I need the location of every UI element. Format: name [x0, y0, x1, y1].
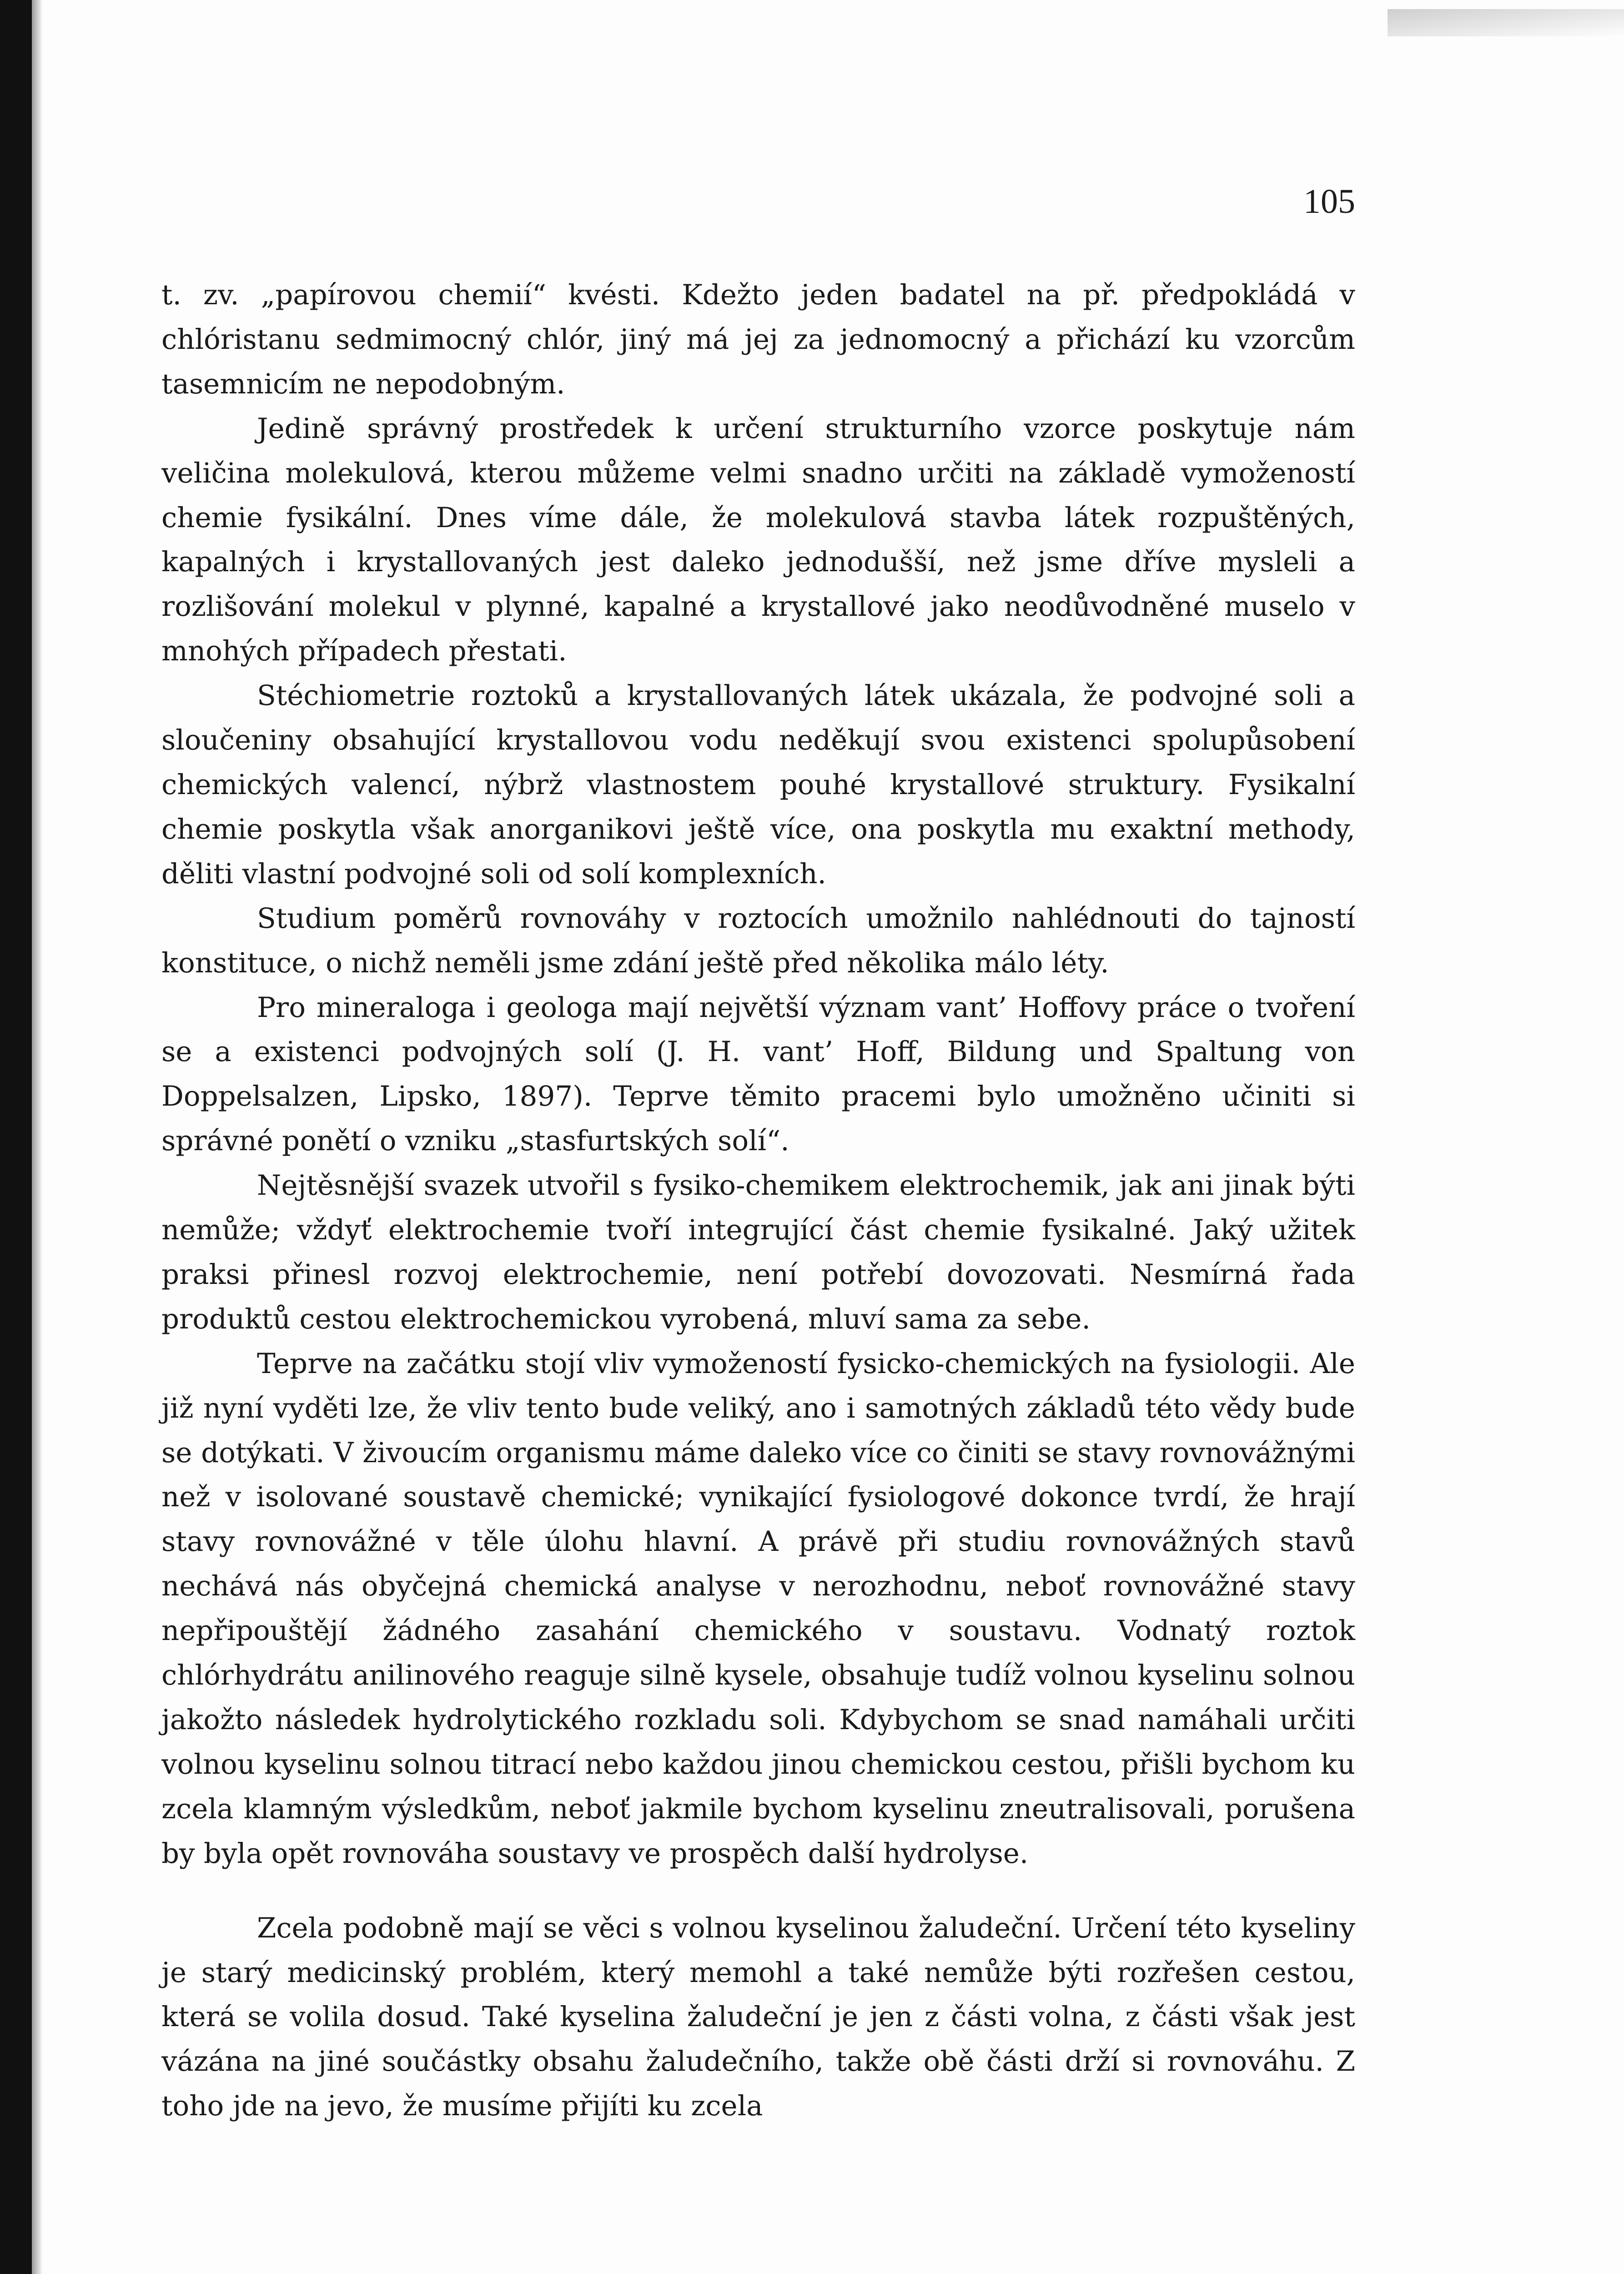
paragraph: Teprve na začátku stojí vliv vymožeností fysicko-chemických na fysiologii. Ale již nyní vyděti lze, že vliv tento bude veliký, ano i samotných základů této vědy bude se dotýkati. V živoucím organismu máme daleko více co činiti se stavy rovnovážnými než v isolované soustavě chemické; vynikající fysiologové dokonce tvrdí, že hrají stavy rovnovážné v těle úlohu hlavní. A právě při studiu rovnovážných stavů nechává nás obyčejná chemická analyse v nerozhodnu, neboť rovnovážné stavy nepřipouštějí žádného zasahání chemického v soustavu. Vodnatý roztok chlórhydrátu anilinového reaguje silně kysele, obsahuje tudíž volnou kyselinu solnou jakožto následek hydrolytického rozkladu soli. Kdybychom se snad namáhali určiti volnou kyselinu solnou titrací nebo každou jinou chemickou cestou, přišli bychom ku zcela klamným výsledkům, neboť jakmile bychom kyselinu zneutralisovali, porušena by byla opět rovnováha soustavy ve prospěch další hydrolyse. [161, 1347, 1355, 1870]
paragraph: Pro mineraloga i geologa mají největší význam vant’ Hoffovy práce o tvoření se a existenci podvojných solí (J. H. vant’ Hoff, Bildung und Spaltung von Doppelsalzen, Lipsko, 1897). Teprve těmito pracemi bylo umožněno učiniti si správné ponětí o vzniku „stasfurtských solí“. [161, 991, 1355, 1157]
book-binding-edge [0, 0, 32, 2274]
page-number: 105 [1303, 182, 1355, 221]
page-corner-scuff [1388, 9, 1624, 36]
paragraph: Zcela podobně mají se věci s volnou kyselinou žaludeční. Určení této kyseliny je starý medicinský problém, který memohl a také nemůže býti rozřešen cestou, která se volila dosud. Také kyselina žaludeční je jen z části volna, z části však jest vázána na jiné součástky obsahu žaludečního, takže obě části drží si rovnováhu. Z toho jde na jevo, že musíme přijíti ku zcela [161, 1912, 1355, 2123]
paragraph: Studium poměrů rovnováhy v roztocích umožnilo nahlédnouti do tajností konstituce, o nichž neměli jsme zdání ještě před několika málo léty. [161, 902, 1355, 979]
paragraph: Stéchiometrie roztoků a krystallovaných látek ukázala, že podvojné soli a sloučeniny obsahující krystallovou vodu neděkují svou existenci spolupůsobení chemických valencí, nýbrž vlastnostem pouhé krystallové struktury. Fysikalní chemie poskytla však anorganikovi ještě více, ona poskytla mu exaktní methody, děliti vlastní podvojné soli od solí komplexních. [161, 679, 1355, 890]
binding-shadow [32, 0, 43, 2274]
paragraph: Jedině správný prostředek k určení strukturního vzorce poskytuje nám veličina molekulová, kterou můžeme velmi snadno určiti na základě vymožeností chemie fysikální. Dnes víme dále, že molekulová stavba látek rozpuštěných, kapalných i krystallovaných jest daleko jednodušší, než jsme dříve mysleli a rozlišování molekul v plynné, kapalné a krystallové jako neodůvodněné muselo v mnohých případech přestati. [161, 412, 1355, 668]
paragraph: Nejtěsnější svazek utvořil s fysiko-chemikem elektrochemik, jak ani jinak býti nemůže; vždyť elektrochemie tvoří integrující část chemie fysikalné. Jaký užitek praksi přinesl rozvoj elektrochemie, není potřebí dovozovati. Nesmírná řada produktů cestou elektrochemickou vyrobená, mluví sama za sebe. [161, 1169, 1355, 1335]
body-text [161, 273, 1355, 2128]
paragraph-continuation: t. zv. „papírovou chemií“ kvésti. Kdežto jeden badatel na př. předpokládá v chlóristanu sedmimocný chlór, jiný má jej za jednomocný a přichází ku vzorcům tasemnicím ne nepodobným. [161, 279, 1355, 400]
